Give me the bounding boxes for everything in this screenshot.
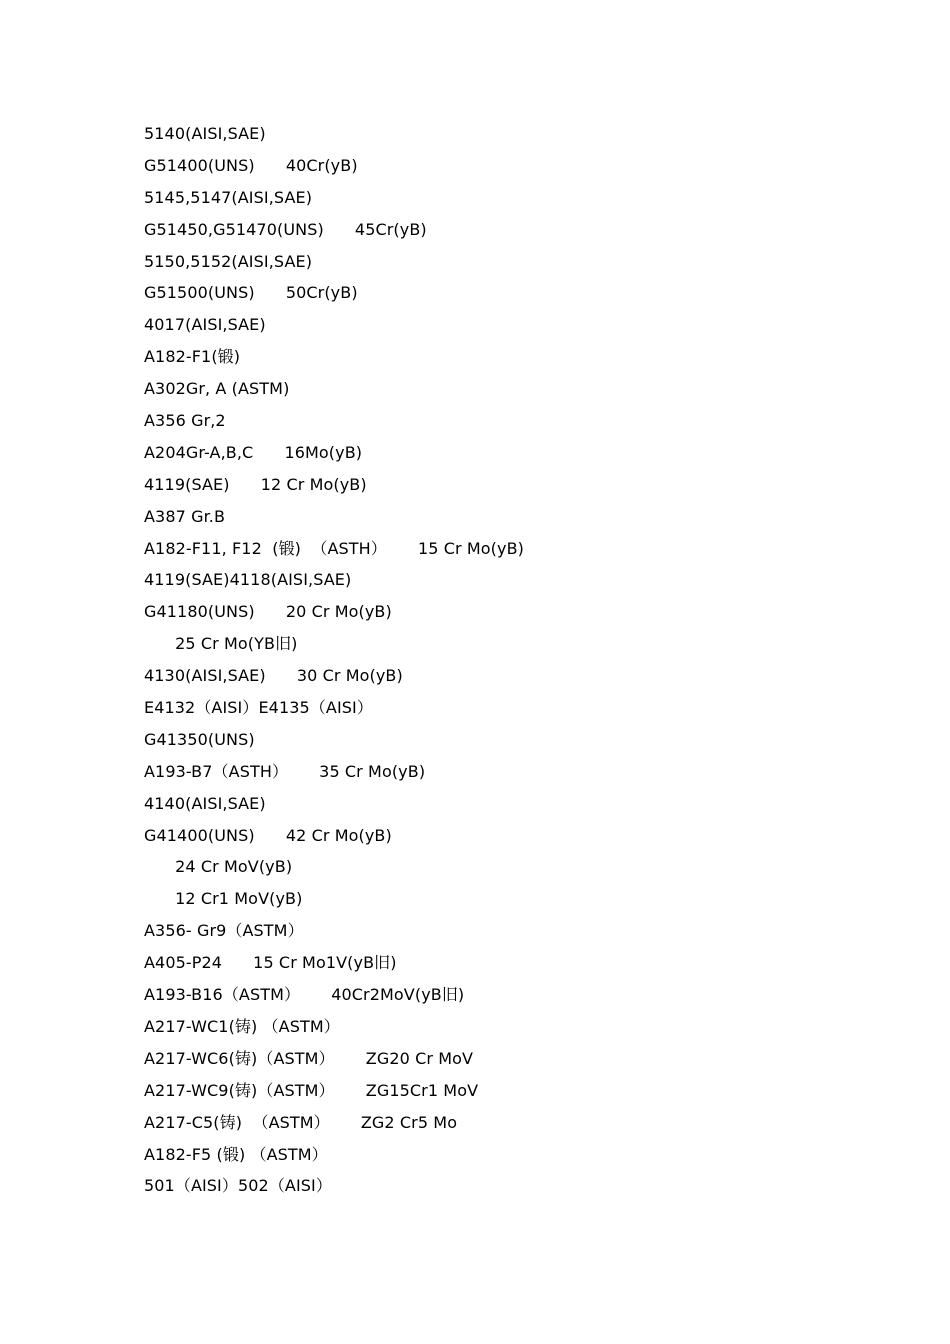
text-line: 5150,5152(AISI,SAE)	[144, 251, 313, 271]
text-line: 4130(AISI,SAE) 30 Cr Mo(yB)	[144, 666, 403, 686]
text-line: A405-P24 15 Cr Mo1V(yB旧)	[144, 953, 397, 973]
text-line: A302Gr, A (ASTM)	[144, 379, 290, 399]
text-line: A182-F5 (锻) （ASTM）	[144, 1144, 328, 1164]
text-line: 5145,5147(AISI,SAE)	[144, 187, 313, 207]
text-line: 24 Cr MoV(yB)	[144, 857, 293, 877]
text-line: 4119(SAE) 12 Cr Mo(yB)	[144, 474, 367, 494]
text-line: G51500(UNS) 50Cr(yB)	[144, 283, 358, 303]
text-line: A217-WC6(铸)（ASTM） ZG20 Cr MoV	[144, 1048, 474, 1068]
text-line: G41180(UNS) 20 Cr Mo(yB)	[144, 602, 392, 622]
text-line: A217-C5(铸) （ASTM） ZG2 Cr5 Mo	[144, 1112, 458, 1132]
text-line: 4140(AISI,SAE)	[144, 793, 266, 813]
text-line: A204Gr-A,B,C 16Mo(yB)	[144, 442, 363, 462]
text-line: A217-WC9(铸)（ASTM） ZG15Cr1 MoV	[144, 1080, 479, 1100]
text-line: A182-F1(锻)	[144, 347, 241, 367]
text-line: G51450,G51470(UNS) 45Cr(yB)	[144, 219, 427, 239]
text-line: 4119(SAE)4118(AISI,SAE)	[144, 570, 352, 590]
text-line: A182-F11, F12 (锻) （ASTH） 15 Cr Mo(yB)	[144, 538, 525, 558]
text-line: 25 Cr Mo(YB旧)	[144, 634, 298, 654]
text-line: 4017(AISI,SAE)	[144, 315, 266, 335]
text-line: 5140(AISI,SAE)	[144, 124, 266, 143]
text-line: A356 Gr,2	[144, 411, 226, 431]
document-body	[144, 118, 904, 1202]
text-line: E4132（AISI）E4135（AISI）	[144, 698, 373, 718]
text-line: G41400(UNS) 42 Cr Mo(yB)	[144, 825, 392, 845]
text-line: 501（AISI）502（AISI）	[144, 1176, 332, 1196]
text-line: 12 Cr1 MoV(yB)	[144, 889, 303, 909]
text-line: A217-WC1(铸) （ASTM）	[144, 1016, 340, 1036]
text-line: A193-B7（ASTH） 35 Cr Mo(yB)	[144, 761, 426, 781]
text-line: A387 Gr.B	[144, 506, 226, 526]
text-line: G41350(UNS)	[144, 729, 255, 749]
text-line: G51400(UNS) 40Cr(yB)	[144, 155, 358, 175]
text-line: A356- Gr9（ASTM）	[144, 921, 304, 941]
text-line: A193-B16（ASTM） 40Cr2MoV(yB旧)	[144, 985, 465, 1005]
